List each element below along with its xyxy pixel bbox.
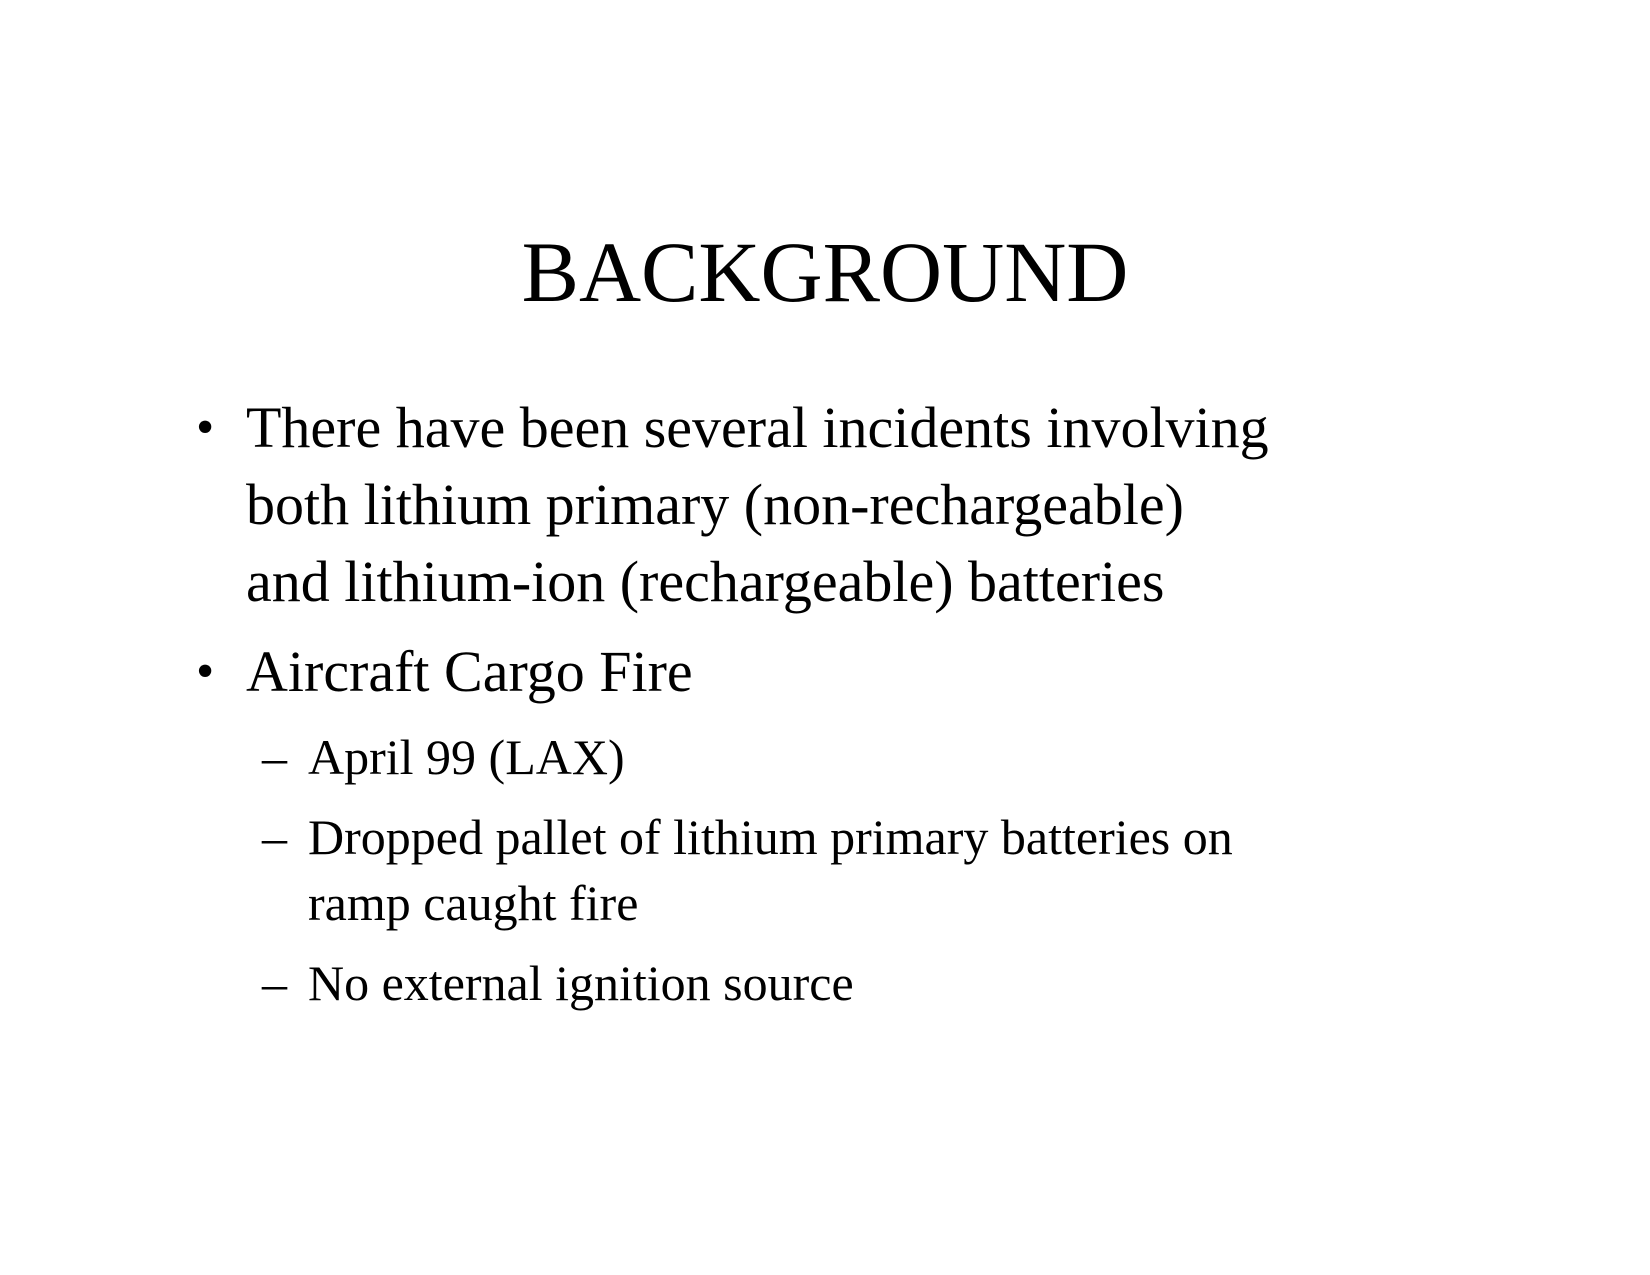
bullet-text-line: Aircraft Cargo Fire: [246, 639, 693, 704]
slide-title: BACKGROUND: [521, 224, 1129, 320]
bullet-icon: •: [196, 643, 215, 700]
bullet-icon: •: [196, 399, 215, 456]
bullet-text-line: There have been several incidents involving: [246, 395, 1269, 460]
dash-icon: –: [262, 955, 287, 1011]
dash-icon: –: [262, 729, 287, 785]
sub-bullet-text-line: Dropped pallet of lithium primary batteries on: [308, 809, 1233, 865]
sub-bullet-text-line: ramp caught fire: [308, 875, 639, 931]
dash-icon: –: [262, 809, 287, 865]
bullet-text-line: and lithium-ion (rechargeable) batteries: [246, 549, 1165, 614]
sub-bullet-text-line: No external ignition source: [308, 955, 854, 1011]
bullet-text-line: both lithium primary (non-rechargeable): [246, 472, 1184, 537]
sub-bullet-text-line: April 99 (LAX): [308, 729, 625, 785]
